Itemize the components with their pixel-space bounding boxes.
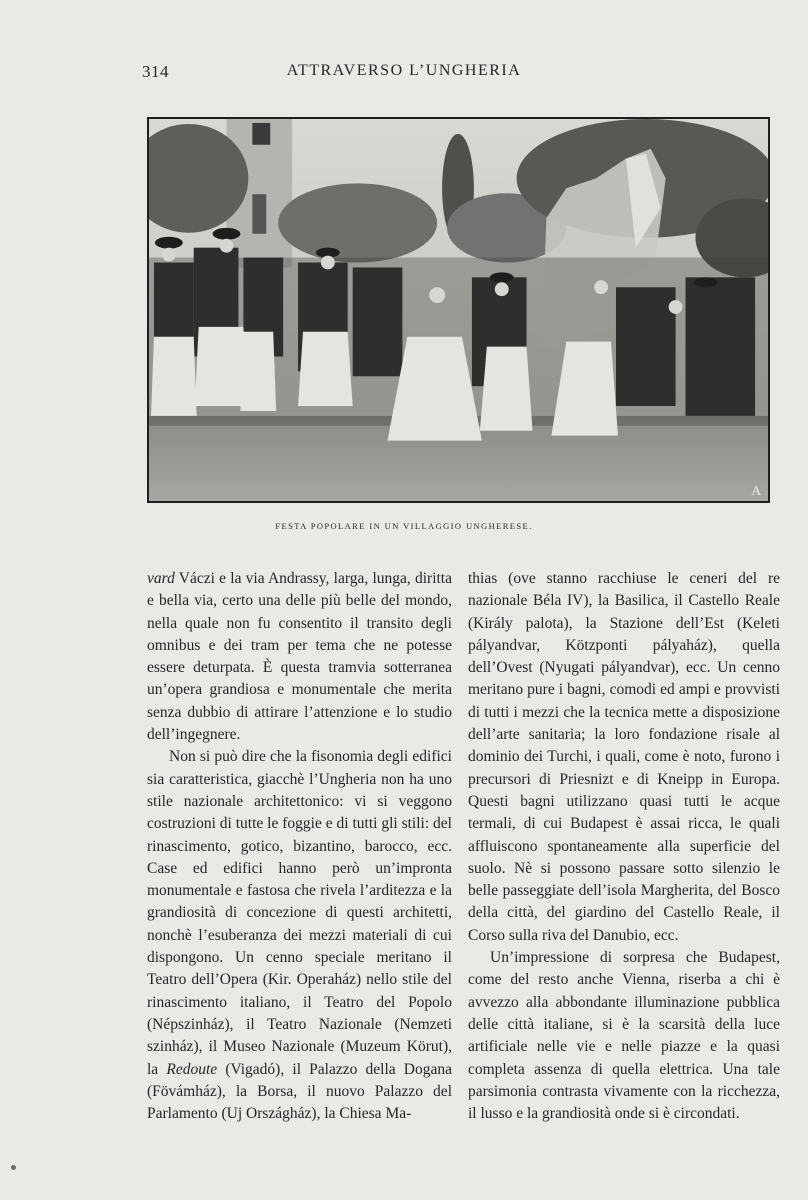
italic-word: Redoute [166,1060,218,1078]
paragraph [147,746,452,1125]
right-column [468,568,780,1125]
paragraph-text: (Vigadó), il Palazzo della Dogana (Fövámház), la Borsa, il nuovo Palazzo del Parlamento (Uj Országház), la Chiesa Ma- [147,1060,453,1123]
italic-word: vard [147,570,175,587]
page-header [0,62,808,86]
village-festival-photo [147,117,770,503]
photographer-monogram: A [751,484,762,500]
left-column [147,568,452,1125]
running-head: ATTRAVERSO L’UNGHERIA [286,62,522,79]
page-number: 314 [142,62,169,81]
paragraph-text: Non si può dire che la fisonomia degli edifici sia caratteristica, giacchè l’Ungheria non ha uno stile nazionale architettonico: vi si veggono costruzioni di tutte le foggie e di tutti gli stili: del rinascimento, gotico, bizantino, barocco, ecc. Case ed edifici hanno però un’impronta monumentale e fastosa che rivela l’arditezza e la grandiosità di concezione di questi architetti, nonchè l’esuberanza dei mezzi materiali di cui dispongono. Un cenno speciale meritano il Teatro dell’Opera (Kir. Operaház) nello stile del rinascimento italiano, il Teatro del Popolo (Népszinház), il Teatro Nazionale (Nemzeti szinház), il Museo Nazionale (Muzeum Körut), la [147,748,452,1078]
paragraph: thias (ove stanno racchiuse le ceneri del re nazionale Béla IV), la Basilica, il Castello Reale (Király palota), la Stazione dell’Est (Keleti pályandvar, Kötzponti pályaház), quella dell’Ovest (Nyugati pályandvar), ecc. Un cenno meritano pure i bagni, comodi ed ampi e provvisti di tutti i mezzi che la tecnica mette a disposizione dell’arte sanitaria; la loro fondazione risale al dominio dei Turchi, i quali, come è noto, furono i precursori di Priesnizt e di Kneipp in Europa. Questi bagni utilizzano quasi tutti le acque termali, di cui Budapest è assai ricca, le quali affluiscono spontaneamente alla superficie del suolo. Nè si possono passare sotto silenzio le belle passeggiate dell’isola Margherita, del Bosco della città, del giardino del Castello Reale, il Corso sulla riva del Danubio, ecc. [468,570,780,944]
paper-speck [11,1165,16,1170]
paragraph-text: Váczi e la via Andrassy, larga, lunga, diritta e bella via, certo una delle più belle del mondo, nella quale non fu consentito il transito degli omnibus e dei tram per tema che ne potesse essere deturpata. È questa tramvia sotterranea un’opera grandiosa e monumentale che merita senza dubbio di attirare l’attenzione e lo studio dell’ingegnere. [147,570,452,744]
photo-illustration [149,119,768,501]
paragraph [147,568,452,746]
figure-caption: FESTA POPOLARE IN UN VILLAGGIO UNGHERESE. [275,521,533,531]
paragraph: Un’impressione di sorpresa che Budapest, come del resto anche Vienna, riserba a chi è avvezzo alla abbondante illuminazione pubblica delle città italiane, si è la scarsità della luce artificiale nelle vie e nelle piazze e la quasi completa assenza di quella elettrica. Una tale parsimonia contrasta vivamente con la ricchezza, il lusso e la grandiosità onde si è circondati. [468,949,780,1123]
